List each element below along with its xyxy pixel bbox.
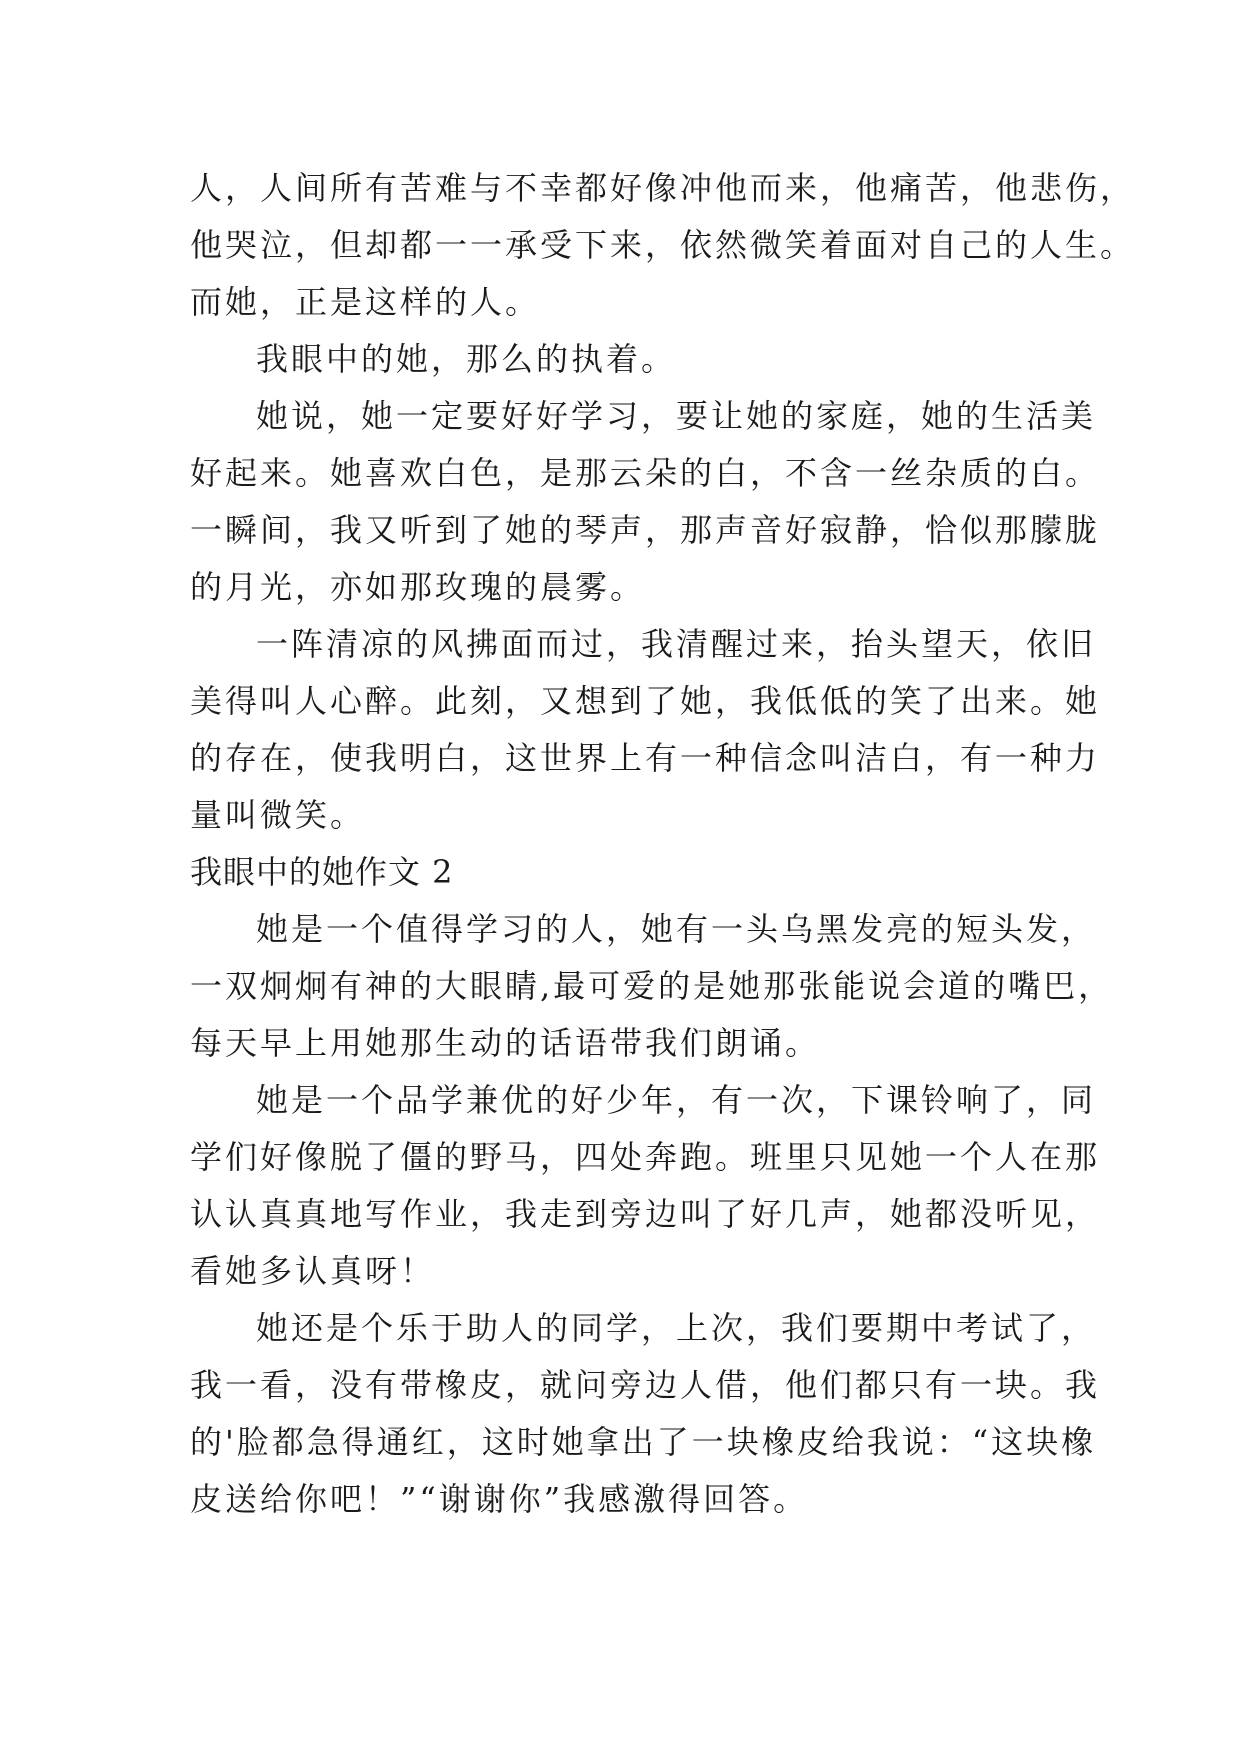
section-heading: 我眼中的她作文 2: [190, 853, 454, 891]
text-line: 皮送给你吧！”“谢谢你”我感激得回答。: [190, 1480, 809, 1518]
text-line: 一双炯炯有神的大眼睛,最可爱的是她那张能说会道的嘴巴，: [190, 967, 1114, 1005]
text-line: 看她多认真呀！: [190, 1252, 436, 1290]
text-line: 他哭泣，但却都一一承受下来，依然微笑着面对自己的人生。: [190, 226, 1136, 264]
text-line: 我一看，没有带橡皮，就问旁边人借，他们都只有一块。我: [190, 1366, 1101, 1404]
text-line: 她是一个品学兼优的好少年，有一次，下课铃响了，同: [256, 1081, 1097, 1119]
text-line: 她是一个值得学习的人，她有一头乌黑发亮的短头发，: [256, 910, 1097, 948]
text-line: 认认真真地写作业，我走到旁边叫了好几声，她都没听见，: [190, 1195, 1101, 1233]
text-line: 好起来。她喜欢白色，是那云朵的白，不含一丝杂质的白。: [190, 454, 1101, 492]
text-line: 美得叫人心醉。此刻，又想到了她，我低低的笑了出来。她: [190, 682, 1101, 720]
text-line: 学们好像脱了僵的野马，四处奔跑。班里只见她一个人在那: [190, 1138, 1101, 1176]
text-line: 而她，正是这样的人。: [190, 283, 541, 321]
text-line: 每天早上用她那生动的话语带我们朗诵。: [190, 1024, 821, 1062]
text-line: 量叫微笑。: [190, 796, 366, 834]
text-line: 我眼中的她，那么的执着。: [256, 340, 677, 378]
text-line: 她还是个乐于助人的同学，上次，我们要期中考试了，: [256, 1309, 1097, 1347]
text-line: 一瞬间，我又听到了她的琴声，那声音好寂静，恰似那朦胧: [190, 511, 1101, 549]
text-line: 的'脸都急得通红，这时她拿出了一块橡皮给我说：“这块橡: [190, 1423, 1097, 1461]
text-line: 的月光，亦如那玫瑰的晨雾。: [190, 568, 646, 606]
text-line: 人，人间所有苦难与不幸都好像冲他而来，他痛苦，他悲伤，: [190, 169, 1136, 207]
text-line: 的存在，使我明白，这世界上有一种信念叫洁白，有一种力: [190, 739, 1101, 777]
text-line: 她说，她一定要好好学习，要让她的家庭，她的生活美: [256, 397, 1097, 435]
text-line: 一阵清凉的风拂面而过，我清醒过来，抬头望天，依旧: [256, 625, 1097, 663]
document-page: [190, 160, 1136, 1528]
